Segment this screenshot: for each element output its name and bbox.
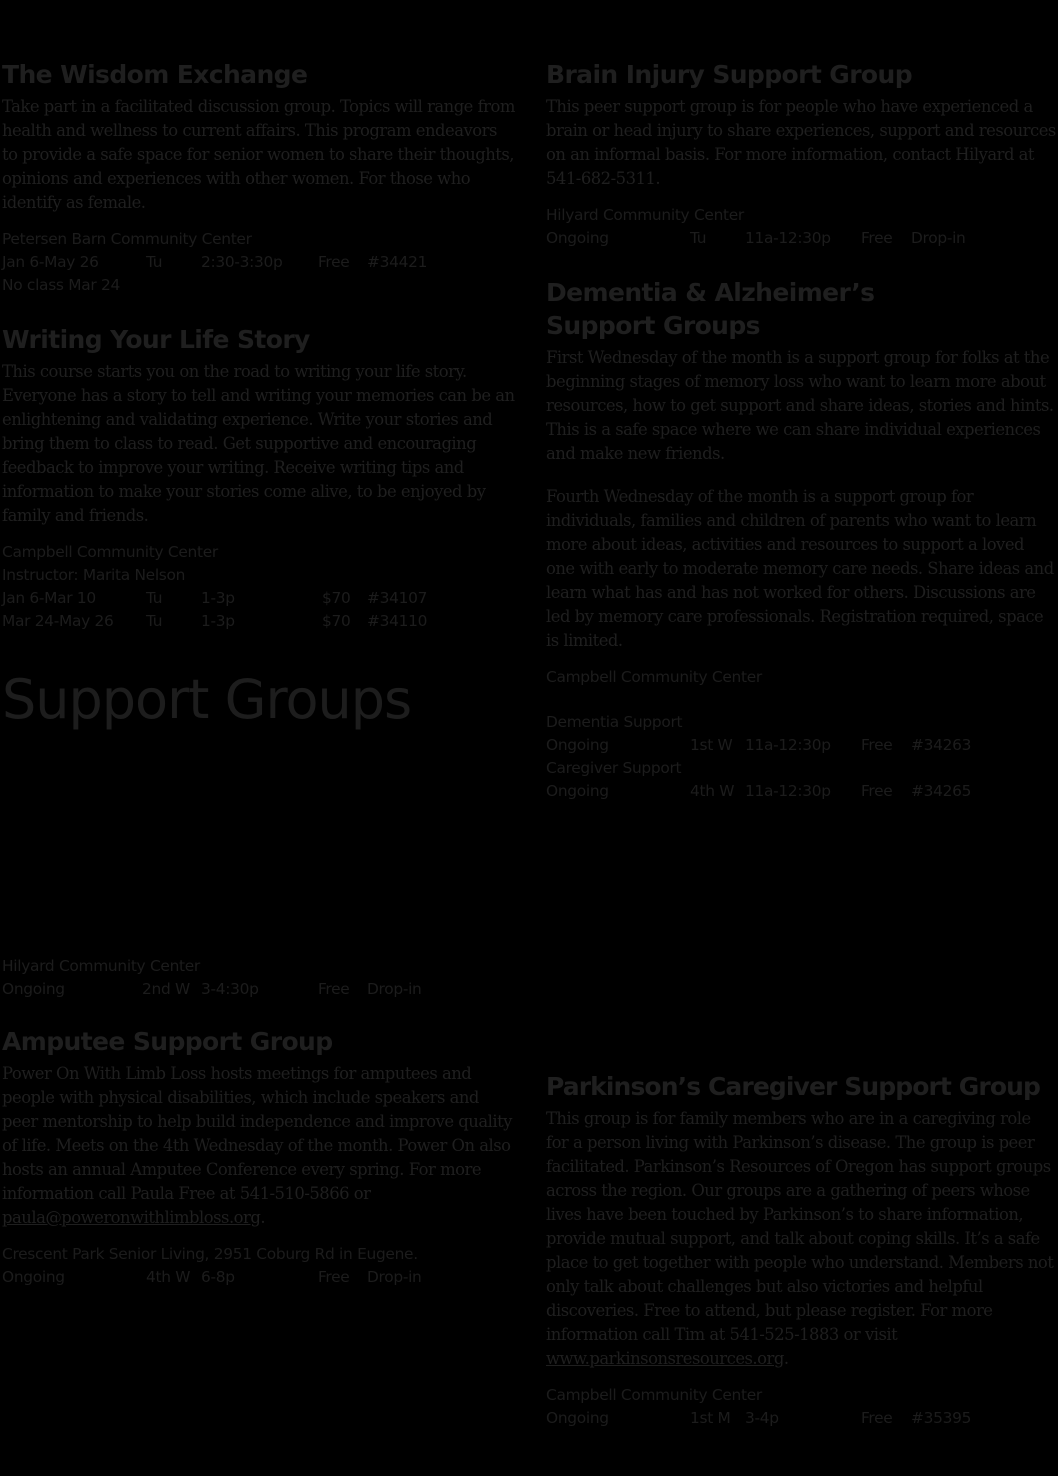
writing-life-story-title: Writing Your Life Story xyxy=(2,325,310,354)
dementia-details xyxy=(546,666,1056,803)
session-code: #34107 xyxy=(367,589,428,607)
session-row xyxy=(2,251,517,274)
session-day: 1st W xyxy=(690,736,733,754)
location-line xyxy=(546,666,1056,689)
dementia-description-fourth: Fourth Wednesday of the month is a support group for individuals, families and children of parents who want to learn more about ideas, activities and resources to support a loved one with early to moderate memory care needs. Share ideas and learn what has and has not worked for others. Discussions are led by memory care professionals. Registration required, space is limited. xyxy=(546,487,1054,650)
writing-life-story-description: This course starts you on the road to writing your life story. Everyone has a story to tell and writing your memories can be an enlightening and validating experience. Write your stories and bring them to class to read. Get supportive and encouraging feedback to improve your writing. Receive writing tips and information to make your stories come alive, to be enjoyed by family and friends. xyxy=(2,362,515,525)
dementia-title xyxy=(546,276,1056,342)
session-row xyxy=(2,610,517,633)
session-note: No class Mar 24 xyxy=(2,276,120,294)
location-line xyxy=(2,955,517,978)
support-groups-heading: Support Groups xyxy=(2,668,412,731)
dementia-description-first: First Wednesday of the month is a support group for folks at the beginning stages of memory loss who want to learn more about resources, how to get support and share ideas, stories and hints. This is a safe space where we can share individual experiences and make new friends. xyxy=(546,348,1054,463)
wisdom-exchange-section xyxy=(2,58,517,297)
session-day: Tu xyxy=(690,229,707,247)
spacer xyxy=(546,689,1056,711)
session-time: 1-3p xyxy=(201,589,235,607)
session-row xyxy=(546,227,1056,250)
session-time: 11a-12:30p xyxy=(745,229,831,247)
group-name: Caregiver Support xyxy=(546,759,682,777)
location-text: Campbell Community Center xyxy=(2,543,218,561)
instructor-line xyxy=(2,564,517,587)
session-code: #34263 xyxy=(911,736,972,754)
location-line xyxy=(2,541,517,564)
session-dates: Jan 6-Mar 10 xyxy=(2,589,96,607)
session-time: 6-8p xyxy=(201,1268,235,1286)
session-fee: $70 xyxy=(322,612,351,630)
session-dates: Jan 6-May 26 xyxy=(2,253,99,271)
amputee-support-title: Amputee Support Group xyxy=(2,1027,333,1056)
location-text: Hilyard Community Center xyxy=(546,206,744,224)
session-fee: Free xyxy=(861,229,893,247)
writing-life-story-details xyxy=(2,541,517,633)
session-fee: Free xyxy=(861,782,893,800)
session-dates: Ongoing xyxy=(2,980,65,998)
session-dates: Ongoing xyxy=(2,1268,65,1286)
session-code: #34110 xyxy=(367,612,428,630)
instructor-text: Instructor: Marita Nelson xyxy=(2,566,186,584)
session-code: Drop-in xyxy=(911,229,966,247)
session-fee: Free xyxy=(861,1409,893,1427)
session-fee: $70 xyxy=(322,589,351,607)
description-end: . xyxy=(260,1208,266,1227)
amputee-support-details xyxy=(2,1243,517,1289)
wisdom-exchange-description: Take part in a facilitated discussion group. Topics will range from health and wellness to current affairs. This program endeavors to provide a safe space for senior women to share their thoughts, opinions and experiences with other women. For those who identify as female. xyxy=(2,97,515,212)
location-line xyxy=(2,1243,517,1266)
group-name-line xyxy=(546,711,1056,734)
parkinsons-details xyxy=(546,1384,1056,1430)
session-dates: Ongoing xyxy=(546,782,609,800)
session-code: Drop-in xyxy=(367,1268,422,1286)
title-line-1: Dementia & Alzheimer’s xyxy=(546,278,875,307)
location-text: Petersen Barn Community Center xyxy=(2,230,252,248)
session-time: 11a-12:30p xyxy=(745,736,831,754)
session-dates: Mar 24-May 26 xyxy=(2,612,114,630)
session-day: Tu xyxy=(146,589,163,607)
location-text: Campbell Community Center xyxy=(546,668,762,686)
session-day: 4th W xyxy=(146,1268,191,1286)
session-day: Tu xyxy=(146,612,163,630)
parkinsons-description xyxy=(546,1107,1056,1371)
brain-injury-description: This peer support group is for people who have experienced a brain or head injury to share experiences, support and resources on an informal basis. For more information, contact Hilyard at 541-682-5311. xyxy=(546,97,1056,188)
session-row xyxy=(546,1407,1056,1430)
session-row xyxy=(2,587,517,610)
session-row xyxy=(2,978,517,1001)
session-dates: Ongoing xyxy=(546,736,609,754)
session-day: Tu xyxy=(146,253,163,271)
session-day: 4th W xyxy=(690,782,735,800)
location-text: Campbell Community Center xyxy=(546,1386,762,1404)
session-row xyxy=(546,734,1056,757)
website-link[interactable]: www.parkinsonsresources.org xyxy=(546,1349,784,1368)
session-fee: Free xyxy=(318,1268,350,1286)
session-fee: Free xyxy=(861,736,893,754)
session-time: 3-4p xyxy=(745,1409,779,1427)
wisdom-exchange-details xyxy=(2,228,517,297)
location-line xyxy=(546,1384,1056,1407)
session-day: 2nd W xyxy=(142,980,190,998)
hilyard-group-details xyxy=(2,955,517,1001)
writing-life-story-section xyxy=(2,323,517,633)
session-fee: Free xyxy=(318,253,350,271)
brain-injury-section xyxy=(546,58,1056,250)
location-line xyxy=(2,228,517,251)
group-name: Dementia Support xyxy=(546,713,683,731)
email-link[interactable]: paula@poweronwithlimbloss.org xyxy=(2,1208,261,1227)
session-row xyxy=(2,1266,517,1289)
session-dates: Ongoing xyxy=(546,229,609,247)
session-code: #35395 xyxy=(911,1409,972,1427)
brain-injury-details xyxy=(546,204,1056,250)
title-line-2: Support Groups xyxy=(546,311,760,340)
amputee-support-description xyxy=(2,1062,517,1230)
group-name-line xyxy=(546,757,1056,780)
location-text: Hilyard Community Center xyxy=(2,957,200,975)
session-day: 1st M xyxy=(690,1409,731,1427)
session-row xyxy=(546,780,1056,803)
session-fee: Free xyxy=(318,980,350,998)
parkinsons-title: Parkinson’s Caregiver Support Group xyxy=(546,1072,1041,1101)
session-time: 3-4:30p xyxy=(201,980,259,998)
location-text: Crescent Park Senior Living, 2951 Coburg Rd in Eugene. xyxy=(2,1245,418,1263)
description-text: This group is for family members who are in a caregiving role for a person living with Parkinson’s disease. The group is peer facilitated. Parkinson’s Resources of Oregon has support groups across the region. Our groups are a gathering of peers whose lives have been touched by Parkinson’s to share information, provide mutual support, and talk about coping skills. It’s a safe place to get together with people who understand. Members not only talk about challenges but also victories and helpful discoveries. Free to attend, but please register. For more information call Tim at 541-525-1883 or visit xyxy=(546,1109,1054,1344)
session-time: 11a-12:30p xyxy=(745,782,831,800)
session-code: Drop-in xyxy=(367,980,422,998)
session-code: #34421 xyxy=(367,253,428,271)
session-time: 2:30-3:30p xyxy=(201,253,283,271)
description-text: Power On With Limb Loss hosts meetings for amputees and people with physical disabilities, which include speakers and peer mentorship to help build independence and improve quality of life. Meets on the 4th Wednesday of the month. Power On also hosts an annual Amputee Conference every spring. For more information call Paula Free at 541-510-5866 or xyxy=(2,1064,512,1203)
session-dates: Ongoing xyxy=(546,1409,609,1427)
note-line xyxy=(2,274,517,297)
brain-injury-title: Brain Injury Support Group xyxy=(546,60,912,89)
description-end: . xyxy=(783,1349,789,1368)
session-time: 1-3p xyxy=(201,612,235,630)
amputee-support-section xyxy=(2,1025,517,1289)
session-code: #34265 xyxy=(911,782,972,800)
location-line xyxy=(546,204,1056,227)
parkinsons-caregiver-section xyxy=(546,1070,1056,1430)
dementia-alzheimers-section xyxy=(546,276,1056,803)
wisdom-exchange-title: The Wisdom Exchange xyxy=(2,60,308,89)
